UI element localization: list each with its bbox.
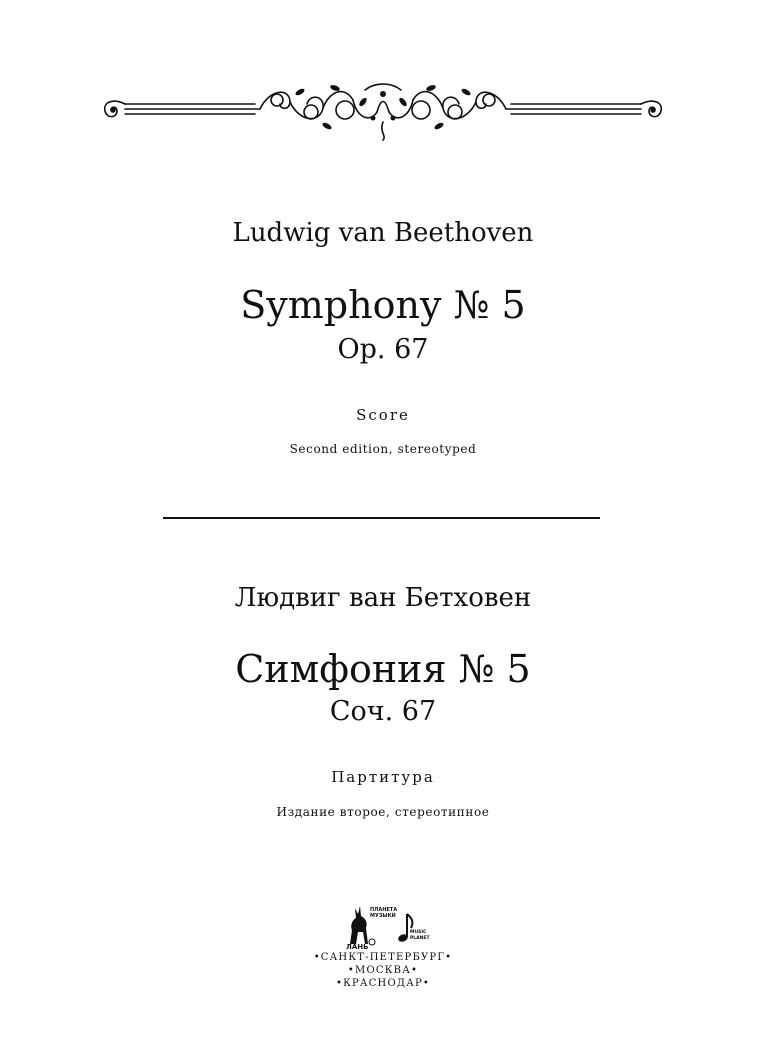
opus-number-en: Op. 67 bbox=[337, 334, 429, 365]
work-title-en: Symphony № 5 bbox=[240, 283, 526, 327]
section-divider bbox=[163, 517, 600, 519]
logo-planet-ru-1: ПЛАНЕТА bbox=[370, 907, 398, 913]
work-title-ru: Симфония № 5 bbox=[235, 647, 531, 691]
logo-planet-en-1: MUSIC bbox=[410, 930, 427, 935]
publisher-city: •КРАСНОДАР• bbox=[335, 978, 431, 989]
floral-ornament-icon bbox=[95, 78, 671, 144]
composer-name-ru: Людвиг ван Бетховен bbox=[234, 583, 532, 613]
publication-type-ru: Партитура bbox=[331, 768, 435, 786]
composer-name-en: Ludwig van Beethoven bbox=[232, 218, 534, 248]
logo-planet-en-2: PLANET bbox=[410, 936, 430, 941]
publisher-logo-icon bbox=[340, 900, 430, 951]
logo-planet-ru-2: МУЗЫКИ bbox=[370, 913, 396, 919]
publisher-city: •САНКТ-ПЕТЕРБУРГ• bbox=[313, 952, 453, 963]
publication-type-en: Score bbox=[356, 406, 410, 424]
edition-note-ru: Издание второе, стереотипное bbox=[276, 805, 490, 819]
edition-note-en: Second edition, stereotyped bbox=[289, 442, 477, 456]
logo-name-text: ЛАНЬ bbox=[346, 943, 369, 951]
opus-number-ru: Соч. 67 bbox=[329, 696, 437, 727]
publisher-city: •МОСКВА• bbox=[347, 965, 419, 976]
